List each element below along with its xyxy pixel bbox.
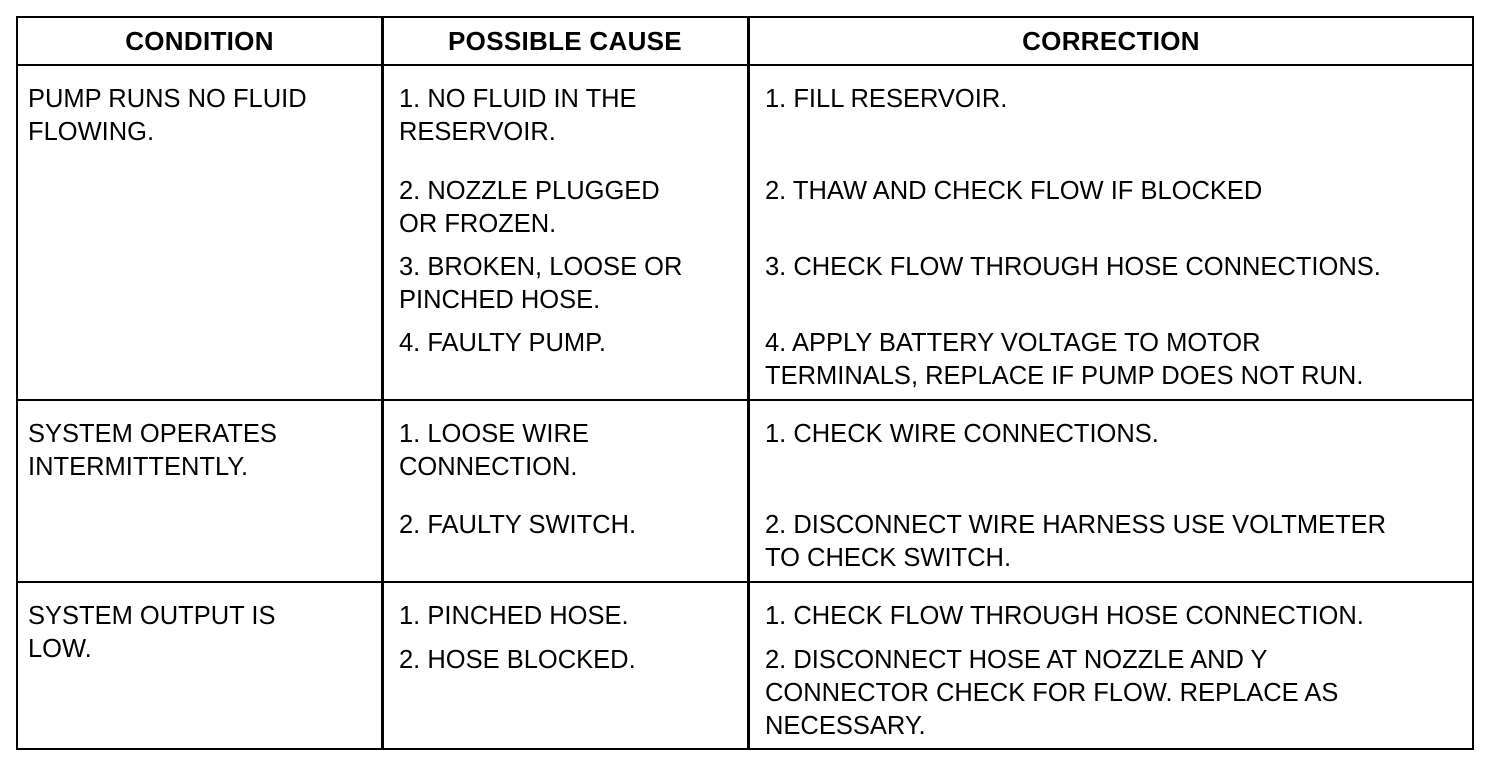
row-divider-1 — [18, 399, 1472, 401]
troubleshooting-table — [16, 16, 1474, 750]
header-divider — [18, 64, 1472, 66]
header-possible-cause: POSSIBLE CAUSE — [448, 25, 682, 56]
column-divider-1 — [381, 18, 384, 748]
row3-condition: SYSTEM OUTPUT IS LOW. — [28, 602, 276, 663]
row1-cause-1: 1. NO FLUID IN THE RESERVOIR. — [399, 85, 637, 146]
row-divider-2 — [18, 581, 1472, 583]
column-divider-2 — [747, 18, 750, 748]
row1-correction-1: 1. FILL RESERVOIR. — [765, 85, 1008, 113]
row2-condition: SYSTEM OPERATES INTERMITTENTLY. — [28, 420, 277, 481]
row2-correction-2: 2. DISCONNECT WIRE HARNESS USE VOLTMETER TO CHECK SWITCH. — [765, 511, 1387, 572]
row1-correction-2: 2. THAW AND CHECK FLOW IF BLOCKED — [765, 177, 1263, 205]
row2-cause-2: 2. FAULTY SWITCH. — [399, 511, 637, 539]
row3-correction-1: 1. CHECK FLOW THROUGH HOSE CONNECTION. — [765, 602, 1364, 630]
row2-cause-1: 1. LOOSE WIRE CONNECTION. — [399, 420, 589, 481]
row3-cause-2: 2. HOSE BLOCKED. — [399, 646, 636, 674]
header-condition: CONDITION — [125, 25, 274, 56]
row1-correction-3: 3. CHECK FLOW THROUGH HOSE CONNECTIONS. — [765, 253, 1381, 281]
row1-cause-2: 2. NOZZLE PLUGGED OR FROZEN. — [399, 177, 660, 238]
row2-correction-1: 1. CHECK WIRE CONNECTIONS. — [765, 420, 1159, 448]
row1-condition: PUMP RUNS NO FLUID FLOWING. — [28, 85, 307, 146]
row3-cause-1: 1. PINCHED HOSE. — [399, 602, 629, 630]
header-correction: CORRECTION — [1022, 25, 1200, 56]
row1-cause-4: 4. FAULTY PUMP. — [399, 329, 606, 357]
row1-cause-3: 3. BROKEN, LOOSE OR PINCHED HOSE. — [399, 253, 683, 314]
row1-correction-4: 4. APPLY BATTERY VOLTAGE TO MOTOR TERMINALS, REPLACE IF PUMP DOES NOT RUN. — [765, 329, 1364, 390]
row3-correction-2: 2. DISCONNECT HOSE AT NOZZLE AND Y CONNECTOR CHECK FOR FLOW. REPLACE AS NECESSARY. — [765, 646, 1339, 740]
